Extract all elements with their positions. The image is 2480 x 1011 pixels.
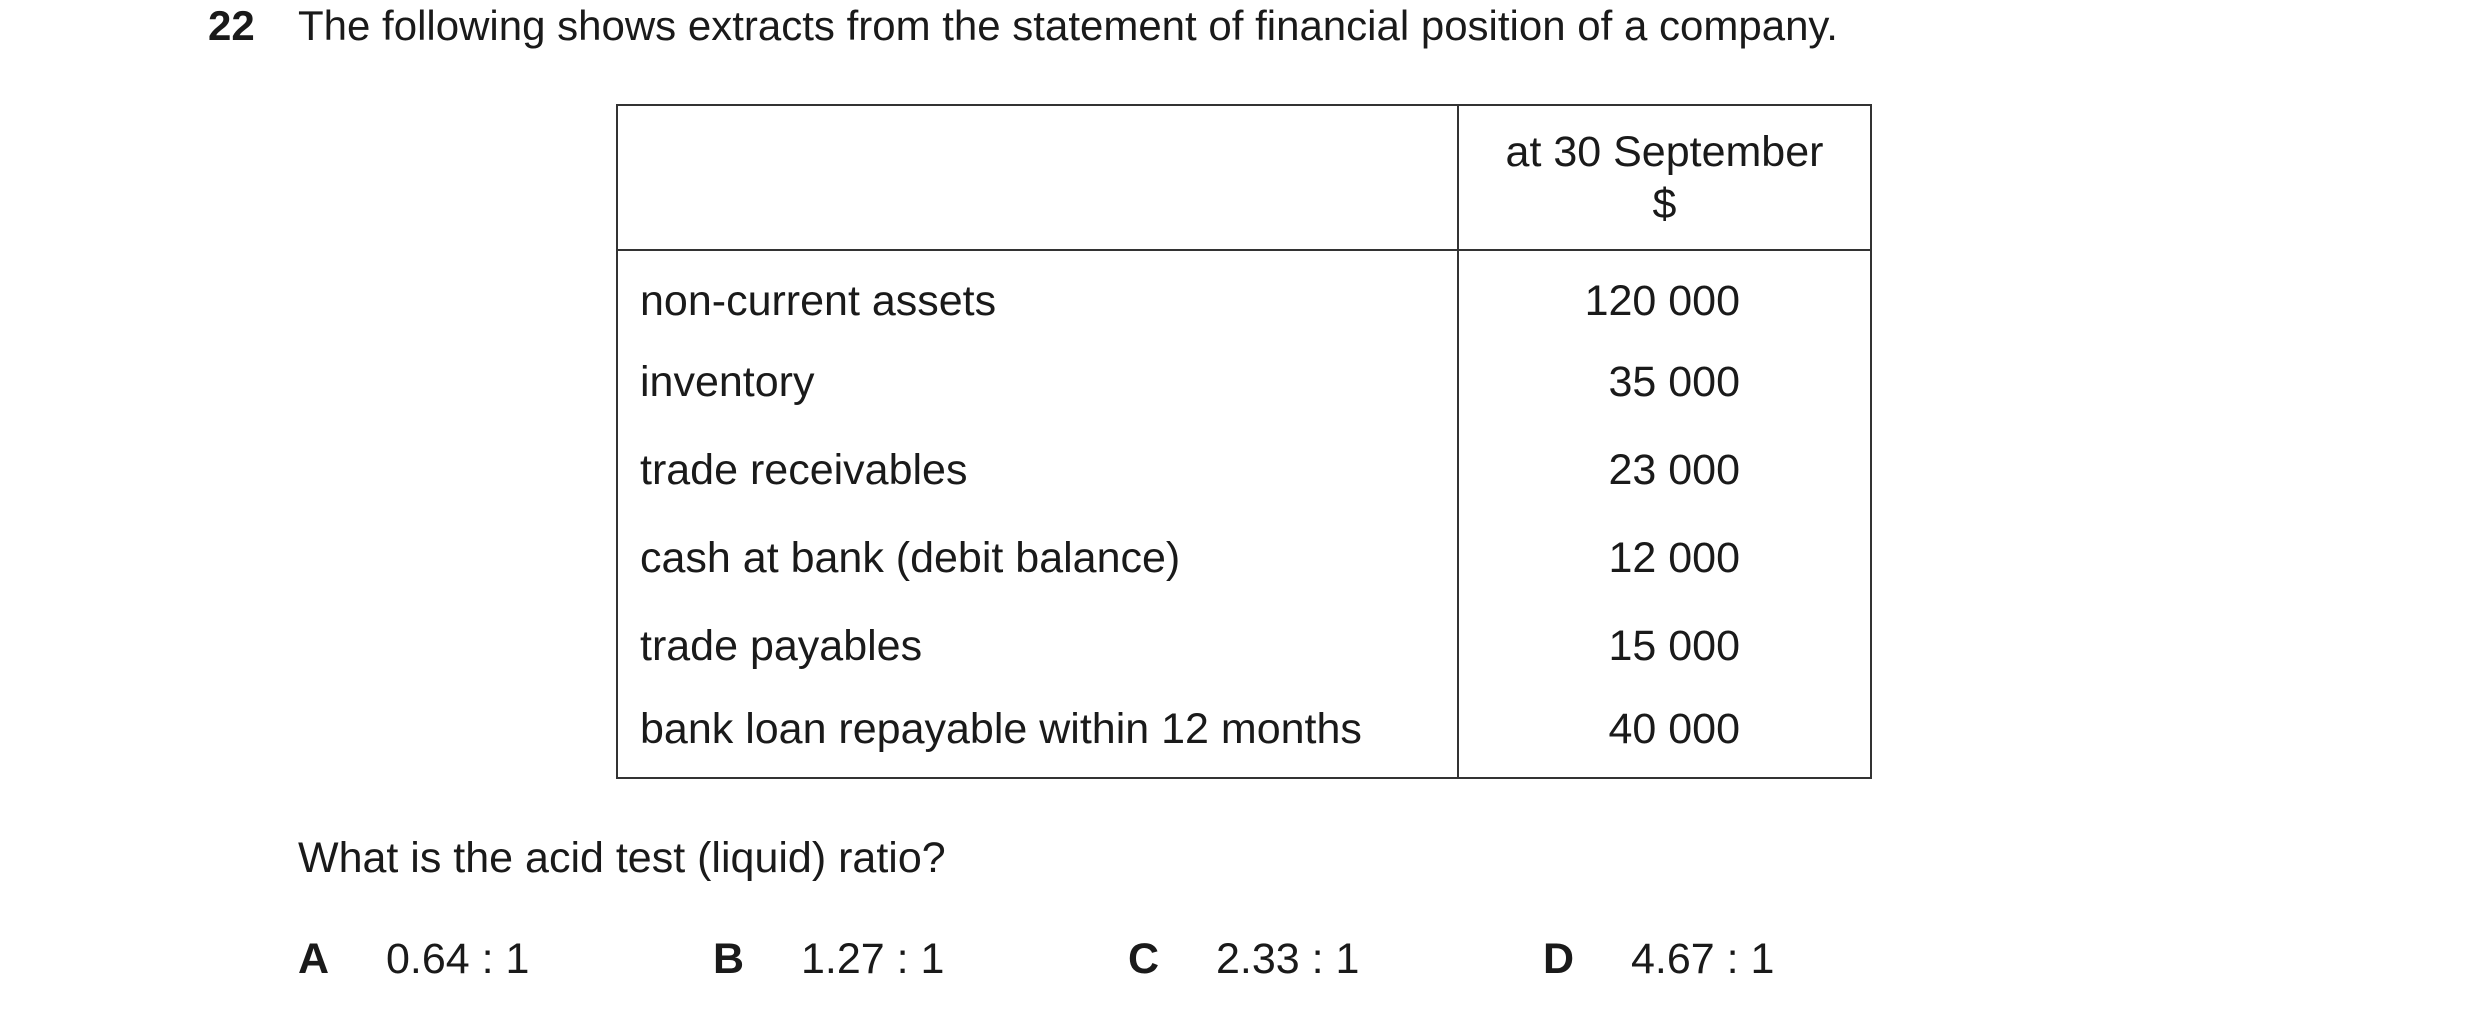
table-row [617, 602, 1871, 690]
question-number: 22 [208, 2, 255, 49]
row-label: trade receivables [617, 426, 1458, 514]
financial-position-table [616, 104, 1872, 779]
option-text: 1.27 : 1 [801, 935, 945, 983]
option-text: 0.64 : 1 [386, 935, 530, 983]
table-row [617, 250, 1871, 338]
option-b[interactable] [713, 933, 945, 985]
question-prompt: What is the acid test (liquid) ratio? [298, 834, 946, 882]
row-value: 23 000 [1458, 426, 1871, 514]
row-value: 12 000 [1458, 514, 1871, 602]
option-letter: C [1128, 935, 1160, 983]
option-text: 2.33 : 1 [1216, 935, 1360, 983]
header-blank-cell [617, 105, 1458, 250]
table-row [617, 338, 1871, 426]
table-row [617, 690, 1871, 778]
column-header-date: at 30 September [1505, 127, 1824, 176]
option-letter: A [298, 935, 330, 983]
row-value: 40 000 [1458, 690, 1871, 778]
question-stem: The following shows extracts from the statement of financial position of a company. [298, 2, 1838, 49]
column-header [1458, 105, 1871, 250]
table-header-row [617, 105, 1871, 250]
option-text: 4.67 : 1 [1631, 935, 1775, 983]
option-letter: D [1543, 935, 1575, 983]
option-letter: B [713, 935, 745, 983]
row-label: non-current assets [617, 250, 1458, 338]
row-label: trade payables [617, 602, 1458, 690]
row-label: bank loan repayable within 12 months [617, 690, 1458, 778]
row-value: 15 000 [1458, 602, 1871, 690]
table-row [617, 426, 1871, 514]
row-label: cash at bank (debit balance) [617, 514, 1458, 602]
row-value: 35 000 [1458, 338, 1871, 426]
option-a[interactable] [298, 933, 530, 985]
row-label: inventory [617, 338, 1458, 426]
table-row [617, 514, 1871, 602]
option-c[interactable] [1128, 933, 1360, 985]
row-value: 120 000 [1458, 250, 1871, 338]
column-header-currency: $ [1652, 179, 1677, 228]
option-d[interactable] [1543, 933, 1775, 985]
